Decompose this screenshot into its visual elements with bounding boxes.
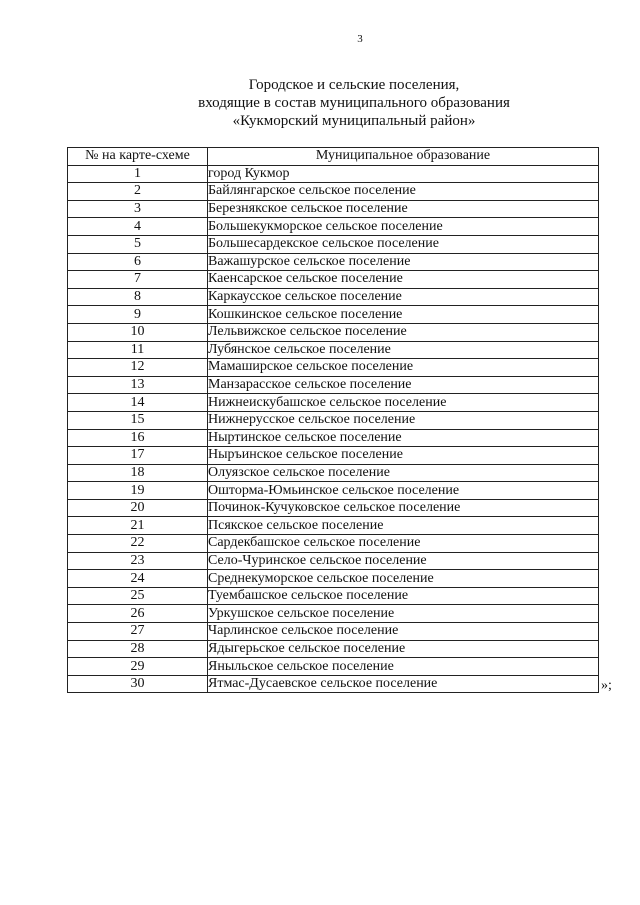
map-number-cell: 10 xyxy=(68,323,208,341)
title-line-3: «Кукморский муниципальный район» xyxy=(232,113,476,129)
municipality-name-cell: Чарлинское сельское поселение xyxy=(208,623,599,641)
map-number-cell: 4 xyxy=(68,218,208,236)
map-number-cell: 7 xyxy=(68,271,208,289)
table-row xyxy=(68,429,599,447)
table-row xyxy=(68,253,599,271)
municipality-name-cell: Яныльское сельское поселение xyxy=(208,658,599,676)
municipality-name-cell: Манзарасское сельское поселение xyxy=(208,376,599,394)
map-number-cell: 2 xyxy=(68,183,208,201)
table-row xyxy=(68,183,599,201)
header-municipality: Муниципальное образование xyxy=(208,148,599,166)
municipality-name-cell: Важашурское сельское поселение xyxy=(208,253,599,271)
table-header-row xyxy=(68,148,599,166)
table-row xyxy=(68,587,599,605)
municipality-name-cell: Байлянгарское сельское поселение xyxy=(208,183,599,201)
municipality-name-cell: Среднекуморское сельское поселение xyxy=(208,570,599,588)
map-number-cell: 24 xyxy=(68,570,208,588)
map-number-cell: 28 xyxy=(68,640,208,658)
municipality-name-cell: Большекукморское сельское поселение xyxy=(208,218,599,236)
map-number-cell: 17 xyxy=(68,447,208,465)
table-row xyxy=(68,517,599,535)
map-number-cell: 26 xyxy=(68,605,208,623)
municipality-name-cell: Ныртинское сельское поселение xyxy=(208,429,599,447)
municipality-name-cell: Кошкинское сельское поселение xyxy=(208,306,599,324)
table-row xyxy=(68,235,599,253)
municipality-name-cell: Ятмас-Дусаевское сельское поселение xyxy=(208,675,599,693)
municipality-name-cell: Сардекбашское сельское поселение xyxy=(208,535,599,553)
table-row xyxy=(68,165,599,183)
map-number-cell: 18 xyxy=(68,464,208,482)
map-number-cell: 25 xyxy=(68,587,208,605)
municipality-name-cell: Село-Чуринское сельское поселение xyxy=(208,552,599,570)
map-number-cell: 5 xyxy=(68,235,208,253)
municipality-name-cell: Ядыгерьское сельское поселение xyxy=(208,640,599,658)
municipality-name-cell: Большесардекское сельское поселение xyxy=(208,235,599,253)
map-number-cell: 12 xyxy=(68,359,208,377)
table-row xyxy=(68,605,599,623)
closing-quote-mark: »; xyxy=(601,678,612,693)
map-number-cell: 16 xyxy=(68,429,208,447)
municipality-name-cell: Нижнеискубашское сельское поселение xyxy=(208,394,599,412)
municipality-name-cell: Березнякское сельское поселение xyxy=(208,200,599,218)
map-number-cell: 14 xyxy=(68,394,208,412)
table-row xyxy=(68,675,599,693)
table-row xyxy=(68,570,599,588)
table-row xyxy=(68,482,599,500)
map-number-cell: 13 xyxy=(68,376,208,394)
map-number-cell: 6 xyxy=(68,253,208,271)
map-number-cell: 20 xyxy=(68,499,208,517)
page-number: 3 xyxy=(357,33,363,45)
municipality-name-cell: Починок-Кучуковское сельское поселение xyxy=(208,499,599,517)
header-map-number: № на карте-схеме xyxy=(68,148,208,166)
table-row xyxy=(68,359,599,377)
table-row xyxy=(68,306,599,324)
map-number-cell: 19 xyxy=(68,482,208,500)
map-number-cell: 1 xyxy=(68,165,208,183)
map-number-cell: 3 xyxy=(68,200,208,218)
document-title xyxy=(0,76,640,130)
map-number-cell: 21 xyxy=(68,517,208,535)
municipality-name-cell: Псякское сельское поселение xyxy=(208,517,599,535)
municipality-name-cell: Ныръинское сельское поселение xyxy=(208,447,599,465)
table-row xyxy=(68,288,599,306)
municipality-name-cell: Мамаширское сельское поселение xyxy=(208,359,599,377)
map-number-cell: 9 xyxy=(68,306,208,324)
table-body xyxy=(68,165,599,693)
municipality-name-cell: Уркушское сельское поселение xyxy=(208,605,599,623)
title-line-1: Городское и сельские поселения, xyxy=(248,77,460,93)
map-number-cell: 15 xyxy=(68,411,208,429)
municipality-name-cell: Нижнерусское сельское поселение xyxy=(208,411,599,429)
table-row xyxy=(68,323,599,341)
table-row xyxy=(68,447,599,465)
table-row xyxy=(68,376,599,394)
settlements-table xyxy=(67,147,599,693)
table-row xyxy=(68,499,599,517)
map-number-cell: 22 xyxy=(68,535,208,553)
table-row xyxy=(68,552,599,570)
map-number-cell: 11 xyxy=(68,341,208,359)
table-row xyxy=(68,394,599,412)
table-row xyxy=(68,535,599,553)
municipality-name-cell: город Кукмор xyxy=(208,165,599,183)
municipality-name-cell: Туембашское сельское поселение xyxy=(208,587,599,605)
title-line-2: входящие в состав муниципального образования xyxy=(198,95,510,111)
map-number-cell: 8 xyxy=(68,288,208,306)
map-number-cell: 23 xyxy=(68,552,208,570)
municipality-name-cell: Каенсарское сельское поселение xyxy=(208,271,599,289)
table-row xyxy=(68,271,599,289)
map-number-cell: 30 xyxy=(68,675,208,693)
municipality-name-cell: Лубянское сельское поселение xyxy=(208,341,599,359)
table-row xyxy=(68,464,599,482)
municipality-name-cell: Лельвижское сельское поселение xyxy=(208,323,599,341)
municipality-name-cell: Олуязское сельское поселение xyxy=(208,464,599,482)
map-number-cell: 29 xyxy=(68,658,208,676)
table-row xyxy=(68,658,599,676)
table-row xyxy=(68,200,599,218)
municipality-name-cell: Каркаусское сельское поселение xyxy=(208,288,599,306)
table-row xyxy=(68,341,599,359)
table-row xyxy=(68,411,599,429)
municipality-name-cell: Ошторма-Юмьинское сельское поселение xyxy=(208,482,599,500)
table-row xyxy=(68,218,599,236)
table-row xyxy=(68,623,599,641)
table-row xyxy=(68,640,599,658)
map-number-cell: 27 xyxy=(68,623,208,641)
